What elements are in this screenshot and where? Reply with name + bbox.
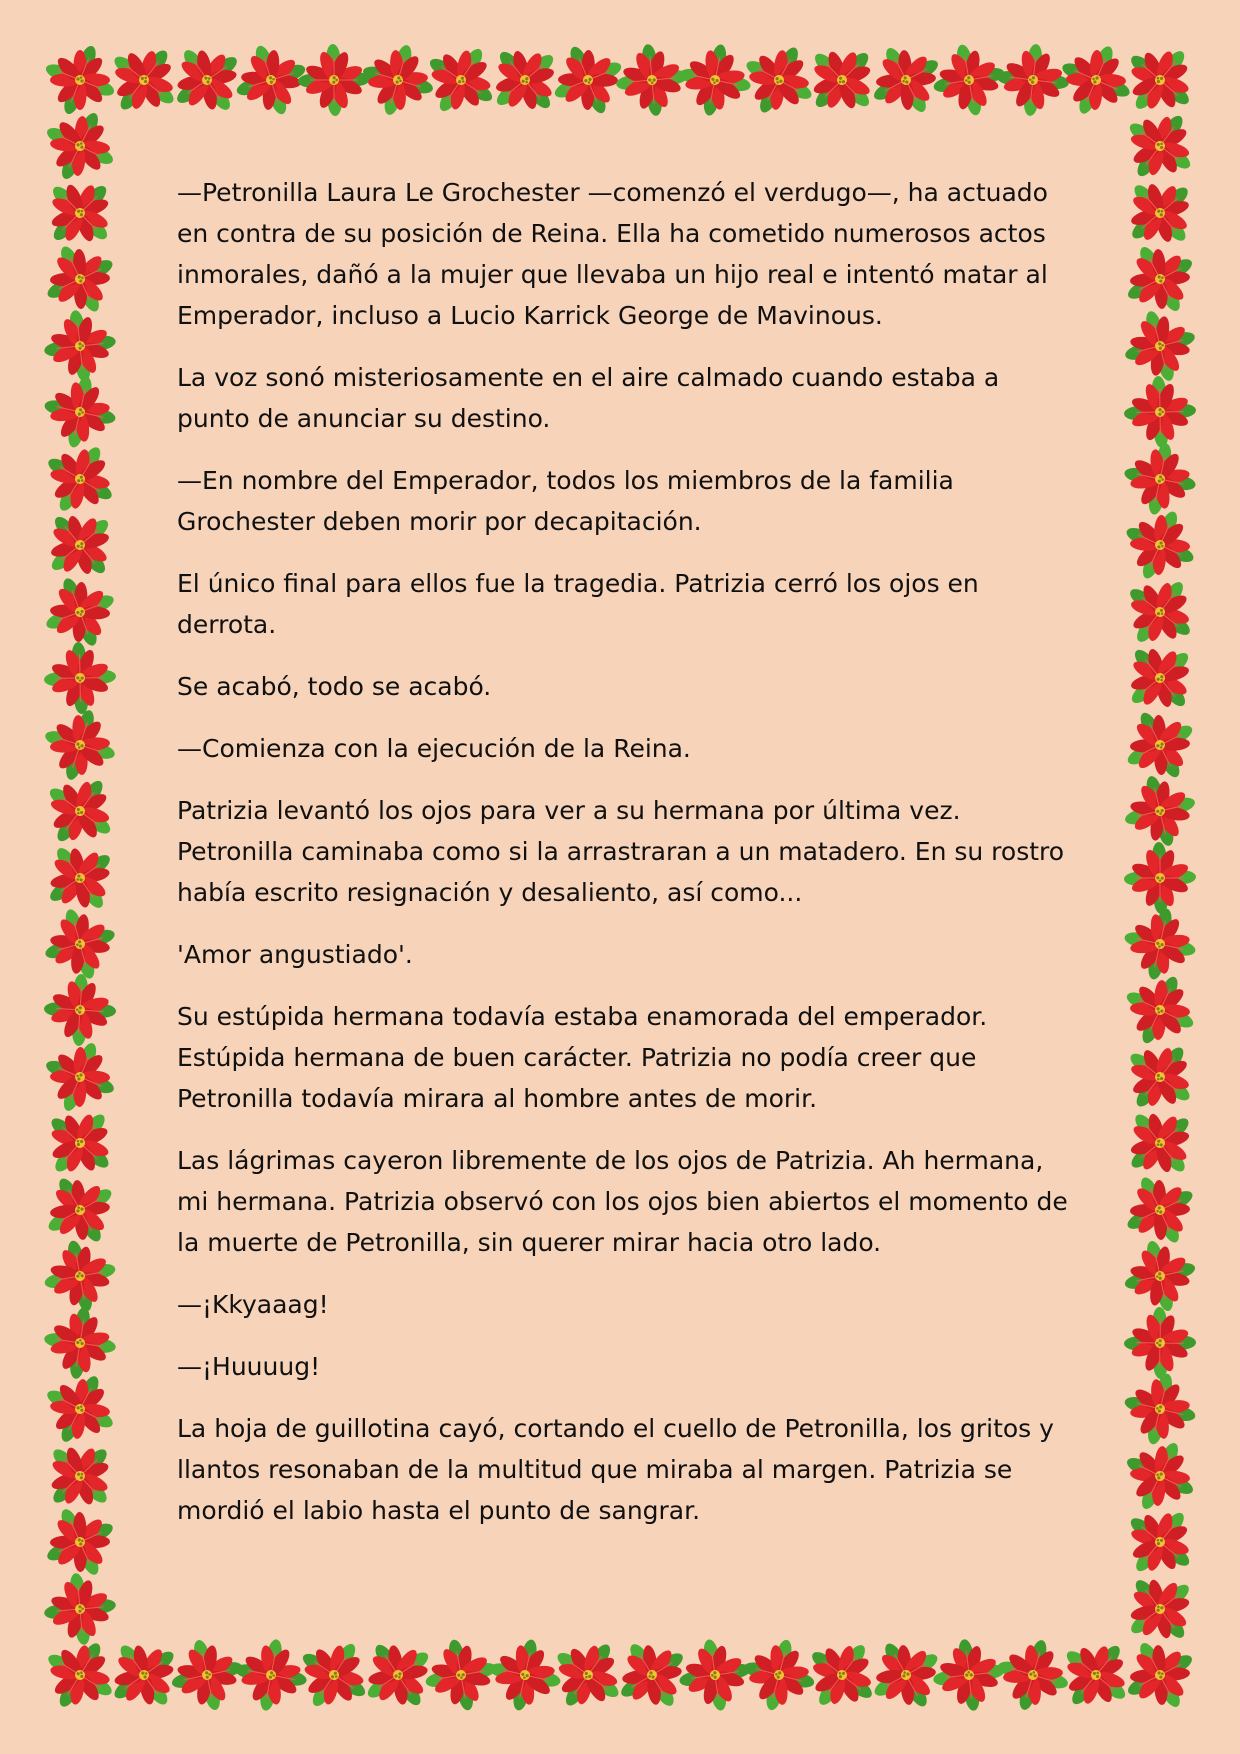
poinsettia-icon bbox=[1114, 34, 1206, 126]
poinsettia-icon bbox=[418, 37, 504, 123]
paragraph: —¡Huuuug! bbox=[177, 1352, 321, 1381]
poinsettia-icon bbox=[1109, 228, 1211, 330]
poinsettia-icon bbox=[1111, 629, 1209, 727]
poinsettia-icon bbox=[544, 1631, 632, 1719]
paragraph: El único final para ellos fue la tragedia. Patrizia cerró los ojos en derrota. bbox=[177, 569, 979, 639]
poinsettia-icon bbox=[30, 828, 131, 929]
paragraph: Se acabó, todo se acabó. bbox=[177, 672, 492, 701]
paragraph: La voz sonó misteriosamente en el aire calmado cuando estaba a punto de anunciar su destino. bbox=[177, 363, 1000, 433]
poinsettia-icon bbox=[94, 1625, 194, 1725]
paragraph: —Petronilla Laura Le Grochester —comenzó el verdugo—, ha actuado en contra de su posición de Reina. Ella ha cometido numerosos actos inmorales, dañó a la mujer que llevaba un hijo real e intentó matar al Emperador, incluso a Lucio Karrick George de Mavinous. bbox=[177, 178, 1048, 330]
poinsettia-icon bbox=[1050, 1629, 1141, 1720]
poinsettia-icon bbox=[1109, 694, 1211, 796]
poinsettia-icon bbox=[1114, 1496, 1205, 1587]
poinsettia-icon bbox=[39, 371, 122, 454]
paragraph: —Comienza con la ejecución de la Reina. bbox=[177, 734, 691, 763]
poinsettia-icon bbox=[41, 706, 118, 783]
poinsettia-icon bbox=[994, 1636, 1072, 1714]
poinsettia-icon bbox=[99, 35, 189, 125]
paragraph: Su estúpida hermana todavía estaba enamorada del emperador. Estúpida hermana de buen carácter. Patrizia no podía creer que Petronilla todavía mirara al hombre antes de morir. bbox=[177, 1002, 988, 1113]
poinsettia-icon bbox=[41, 107, 119, 185]
poinsettia-icon bbox=[229, 1633, 314, 1718]
paragraph: La hoja de guillotina cayó, cortando el cuello de Petronilla, los gritos y llantos resonaban de la multitud que miraba al margen. Patrizia se mordió el labio hasta el punto de sangrar. bbox=[177, 1414, 1054, 1525]
poinsettia-icon bbox=[1059, 43, 1134, 118]
poinsettia-icon bbox=[1109, 1159, 1211, 1261]
paragraph: Patrizia levantó los ojos para ver a su hermana por última vez. Petronilla caminaba como si la arrastraran a un matadero. En su rostro había escrito resignación y desaliento, así como... bbox=[177, 796, 1065, 907]
poinsettia-icon bbox=[1121, 1437, 1199, 1515]
poinsettia-icon bbox=[44, 44, 116, 116]
poinsettia-icon bbox=[1119, 903, 1202, 986]
poinsettia-icon bbox=[1118, 437, 1202, 521]
poinsettia-icon bbox=[287, 33, 381, 127]
poinsettia-icon bbox=[359, 41, 437, 119]
poinsettia-icon bbox=[739, 1635, 820, 1716]
poinsettia-icon bbox=[739, 40, 820, 121]
poinsettia-icon bbox=[38, 437, 122, 521]
poinsettia-icon bbox=[1109, 1624, 1211, 1726]
paragraph: Las lágrimas cayeron libremente de los ojos de Patrizia. Ah hermana, mi hermana. Patrizia observó con los ojos bien abiertos el momento de la muerte de Petronilla, sin querer mirar hacia otro lado. bbox=[177, 1146, 1068, 1257]
poinsettia-icon bbox=[31, 297, 129, 395]
poinsettia-icon bbox=[794, 32, 890, 128]
poinsettia-icon bbox=[37, 1300, 124, 1387]
poinsettia-icon bbox=[1113, 365, 1208, 460]
poinsettia-icon bbox=[1122, 507, 1198, 583]
poinsettia-icon bbox=[1116, 102, 1205, 191]
poinsettia-icon bbox=[34, 964, 125, 1055]
poinsettia-icon bbox=[1111, 164, 1209, 262]
poinsettia-icon bbox=[1119, 1368, 1201, 1450]
poinsettia-icon bbox=[1113, 1296, 1207, 1390]
poinsettia-icon bbox=[36, 767, 125, 856]
poinsettia-icon bbox=[31, 1560, 128, 1657]
poinsettia-icon bbox=[989, 36, 1078, 125]
poinsettia-icon bbox=[157, 30, 258, 131]
poinsettia-icon bbox=[920, 1626, 1018, 1724]
poinsettia-icon bbox=[32, 165, 128, 261]
poinsettia-icon bbox=[29, 1159, 131, 1261]
poinsettia-icon bbox=[797, 1630, 887, 1720]
poinsettia-icon bbox=[34, 1097, 127, 1190]
poinsettia-icon bbox=[666, 1626, 765, 1725]
poinsettia-icon bbox=[31, 496, 129, 594]
poinsettia-icon bbox=[673, 38, 757, 122]
poinsettia-icon bbox=[38, 1633, 122, 1717]
paragraph: 'Amor angustiado'. bbox=[177, 940, 413, 969]
poinsettia-icon bbox=[484, 1634, 567, 1717]
poinsettia-icon bbox=[1115, 1032, 1205, 1122]
paragraph: —¡Kkyaaag! bbox=[177, 1290, 329, 1319]
poinsettia-icon bbox=[43, 1040, 117, 1114]
poinsettia-icon bbox=[1115, 567, 1205, 657]
poinsettia-icon bbox=[1111, 1094, 1210, 1193]
document-body bbox=[177, 172, 1077, 1552]
poinsettia-icon bbox=[32, 1428, 128, 1524]
poinsettia-icon bbox=[33, 631, 128, 726]
poinsettia-icon bbox=[1121, 971, 1198, 1048]
paragraph: —En nombre del Emperador, todos los miembros de la familia Grochester deben morir por decapitación. bbox=[177, 466, 954, 536]
poinsettia-icon bbox=[291, 1632, 377, 1718]
poinsettia-icon bbox=[1113, 831, 1207, 925]
poinsettia-icon bbox=[1110, 1559, 1209, 1658]
poinsettia-icon bbox=[40, 1369, 120, 1449]
